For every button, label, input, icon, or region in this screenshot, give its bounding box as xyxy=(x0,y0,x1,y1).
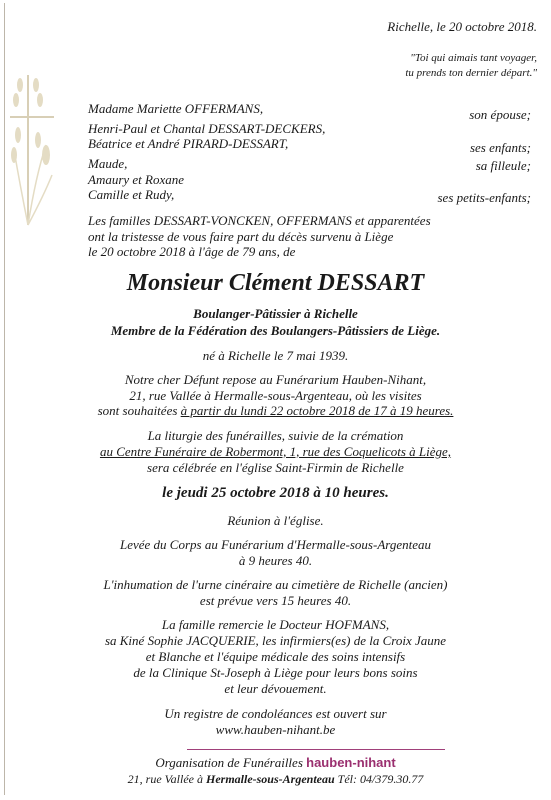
family-line-3: Béatrice et André PIRARD-DESSART, xyxy=(88,136,289,151)
footer-address-city: Hermalle-sous-Argenteau xyxy=(205,772,335,786)
visit-line-3 xyxy=(0,403,551,419)
footer-divider xyxy=(187,749,445,750)
family-line-4: Maude, xyxy=(88,156,128,171)
visit-hours: à partir du lundi 22 octobre 2018 de 17 à 19 heures. xyxy=(180,403,454,418)
relation-epouse: son épouse; xyxy=(469,107,531,122)
levee-line-1: Levée du Corps au Funérarium d'Hermalle-sous-Argenteau xyxy=(119,537,431,552)
birth-line: né à Richelle le 7 mai 1939. xyxy=(202,348,349,363)
deceased-title-1: Boulanger-Pâtissier à Richelle xyxy=(193,306,358,321)
inhumation-line-1: L'inhumation de l'urne cinéraire au cimetière de Richelle (ancien) xyxy=(103,577,448,592)
thanks-line-3: et Blanche et l'équipe médicale des soins intensifs xyxy=(145,649,406,664)
relation-enfants: ses enfants; xyxy=(469,140,531,155)
families-line-3: le 20 octobre 2018 à l'âge de 79 ans, de xyxy=(88,244,296,259)
wheat-cross-icon xyxy=(6,55,66,230)
footer-address xyxy=(0,772,551,787)
relation-filleule: sa filleule; xyxy=(475,158,531,173)
family-line-6: Camille et Rudy, xyxy=(88,187,175,202)
visit-line-2: 21, rue Vallée à Hermalle-sous-Argenteau, où les visites xyxy=(129,388,422,403)
thanks-line-2: sa Kiné Sophie JACQUERIE, les infirmiers(es) de la Croix Jaune xyxy=(104,633,447,648)
family-line-5: Amaury et Roxane xyxy=(88,172,185,187)
family-line-1: Madame Mariette OFFERMANS, xyxy=(88,101,264,116)
levee-line-2: à 9 heures 40. xyxy=(238,553,313,568)
visit-line-1: Notre cher Défunt repose au Funérarium Hauben-Nihant, xyxy=(124,372,427,387)
families-line-2: ont la tristesse de vous faire part du décès survenu à Liège xyxy=(88,229,394,244)
footer-organisation xyxy=(0,755,551,771)
visit-line-3-prefix: sont souhaitées xyxy=(97,403,181,418)
reunion-line: Réunion à l'église. xyxy=(227,513,324,528)
relation-petits-enfants: ses petits-enfants; xyxy=(437,190,531,205)
liturgy-line-1: La liturgie des funérailles, suivie de la crémation xyxy=(147,428,404,443)
families-line-1: Les familles DESSART-VONCKEN, OFFERMANS et apparentées xyxy=(88,213,431,228)
thanks-line-4: de la Clinique St-Joseph à Liège pour leurs bons soins xyxy=(133,665,418,680)
brand-logo: hauben-nihant xyxy=(306,755,396,770)
register-url[interactable]: www.hauben-nihant.be xyxy=(215,722,336,737)
date-line: Richelle, le 20 octobre 2018. xyxy=(387,19,537,34)
quote-line-1: "Toi qui aimais tant voyager, xyxy=(410,52,537,64)
family-line-2: Henri-Paul et Chantal DESSART-DECKERS, xyxy=(88,121,326,136)
thanks-line-5: et leur dévouement. xyxy=(224,681,327,696)
liturgy-line-3: sera célébrée en l'église Saint-Firmin de Richelle xyxy=(147,460,404,475)
deceased-name: Monsieur Clément DESSART xyxy=(126,270,425,296)
quote-line-2: tu prends ton dernier départ." xyxy=(405,67,537,79)
funeral-date: le jeudi 25 octobre 2018 à 10 heures. xyxy=(162,485,389,501)
deceased-title-2: Membre de la Fédération des Boulangers-Pâtissiers de Liège. xyxy=(110,323,441,338)
register-line: Un registre de condoléances est ouvert sur xyxy=(164,706,387,721)
thanks-line-1: La famille remercie le Docteur HOFMANS, xyxy=(161,617,390,632)
inhumation-line-2: est prévue vers 15 heures 40. xyxy=(199,593,352,608)
liturgy-line-2: au Centre Funéraire de Robermont, 1, rue des Coquelicots à Liège, xyxy=(99,444,452,459)
footer-address-prefix: 21, rue Vallée à xyxy=(127,772,206,786)
footer-org-prefix: Organisation de Funérailles xyxy=(155,755,307,770)
footer-phone: Tél: 04/379.30.77 xyxy=(334,772,424,786)
